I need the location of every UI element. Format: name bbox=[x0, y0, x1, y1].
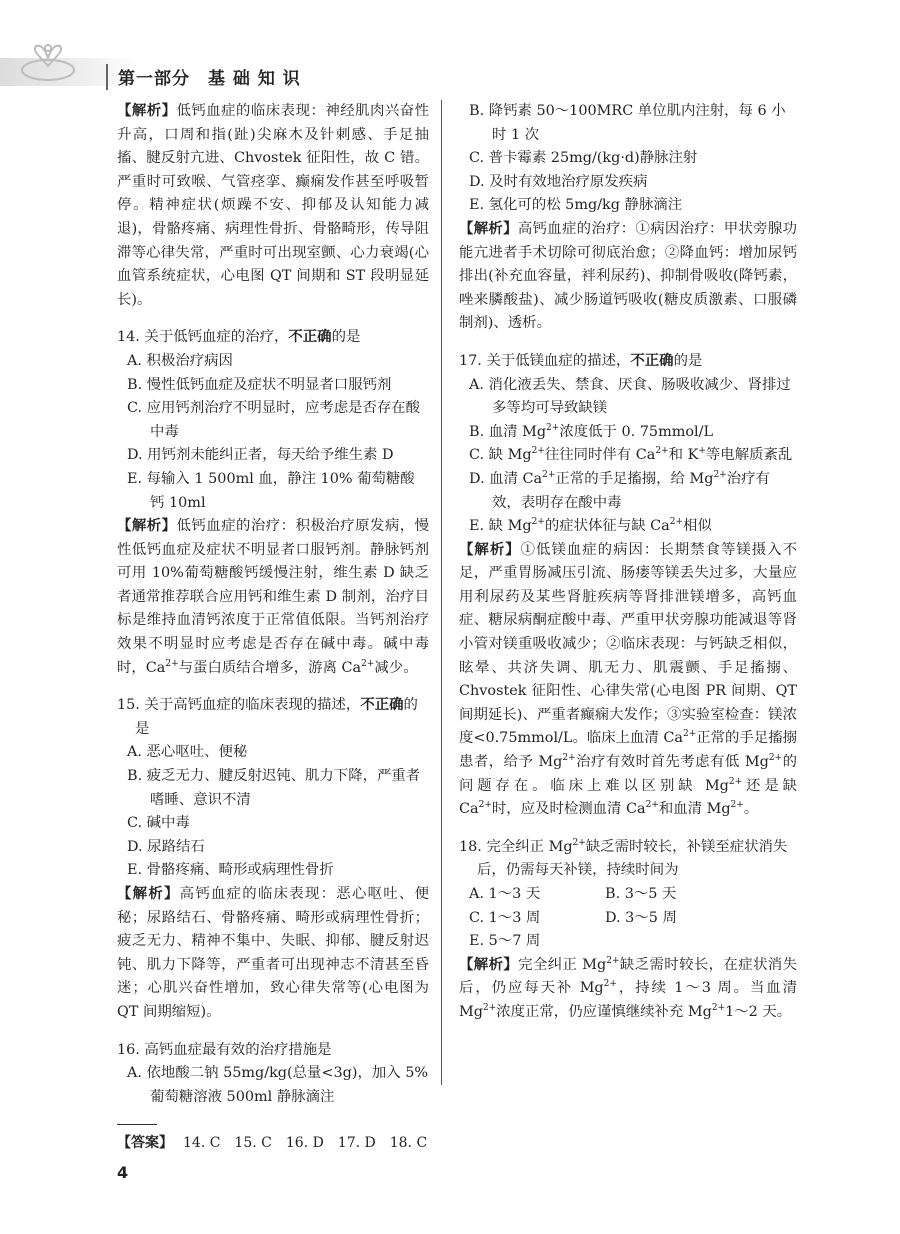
footnote-rule bbox=[117, 1124, 157, 1125]
q18-options-row-1 bbox=[469, 883, 797, 907]
analysis-15: 【解析】高钙血症的临床表现：恶心呕吐、便秘；尿路结石、骨骼疼痛、畸形或病理性骨折；疲乏无力、精神不集中、失眠、抑郁、腱反射迟钝、肌力下降等，严重者可出现神志不清甚至昏迷；心肌兴奋性增加，致心律失常等(心电图为 QT 间期缩短)。 bbox=[117, 886, 429, 1020]
q15-option-d: D. 尿路结石 bbox=[127, 838, 205, 855]
q16-option-a: A. 依地酸二钠 55mg/kg(总量<3g)，加入 5%葡萄糖溶液 500ml 静脉滴注 bbox=[127, 1065, 429, 1105]
q17-option-d: D. 血清 $Ca^{2+}$正常的手足搐搦，给 $Mg^{2+}$治疗有效，表明存在酸中毒 bbox=[469, 469, 770, 511]
q15-option-b: B. 疲乏无力、腱反射迟钝、肌力下降，严重者嗜睡、意识不清 bbox=[127, 768, 421, 808]
q16-option-b: B. 降钙素 50～100MRC 单位肌内注射，每 6 小时 1 次 bbox=[469, 103, 786, 143]
q18-options-row-2 bbox=[469, 907, 797, 931]
page-header bbox=[0, 0, 900, 100]
page-number: 4 bbox=[117, 1163, 129, 1182]
q17-option-a: A. 消化液丢失、禁食、厌食、肠吸收减少、肾排过多等均可导致缺镁 bbox=[469, 376, 791, 417]
analysis-18: 【解析】完全纠正 $Mg^{2+}$缺乏需时较长，在症状消失后，仍应每天补 $Mg^{2+}$，持续 1～3 周。当血清 $Mg^{2+}$浓度正常，仍应谨慎继续补充 $Mg^{2+}1\sim 2$ 天。 bbox=[459, 955, 797, 1020]
analysis-14: 【解析】低钙血症的治疗：积极治疗原发病，慢性低钙血症及症状不明显者口服钙剂。静脉钙剂可用 10%葡萄糖酸钙缓慢注射，维生素 D 缺乏者通常推荐联合应用钙和维生素 D 制剂，治疗目标是维持血清钙浓度于正常值低限。当钙剂治疗效果不明显时应考虑是否存在碱中毒。碱中毒时，$Ca^{2+}$与蛋白质结合增多，游离 $Ca^{2+}$减少。 bbox=[117, 518, 429, 676]
q17-option-b: B. 血清 $Mg^{2+}$浓度低于 0. 75mmol/L bbox=[469, 422, 714, 440]
q18-option-c: C. 1～3 周 bbox=[469, 909, 541, 926]
book-logo-icon bbox=[18, 40, 78, 84]
q15-option-e: E. 骨骼疼痛、畸形或病理性骨折 bbox=[127, 862, 334, 879]
q14-option-b: B. 慢性低钙血症及症状不明显者口服钙剂 bbox=[127, 376, 392, 393]
q18-option-a: A. 1～3 天 bbox=[469, 886, 541, 902]
analysis-17: 【解析】①低镁血症的病因：长期禁食等镁摄入不足，严重胃肠减压引流、肠瘘等镁丢失过多，大量应用利尿药及某些肾脏疾病等肾排泄镁增多，高钙血症、糖尿病酮症酸中毒、严重甲状旁腺功能减退等肾小管对镁重吸收减少；②临床表现：与钙缺乏相似，眩晕、共济失调、肌无力、肌震颤、手足搐搦、Chvostek 征阳性、心律失常(心电图 PR 间期、QT 间期延长)、严重者癫痫大发作；③实验室检查：镁浓度<0.75mmol/L。临床上血清 $Ca^{2+}$正常的手足搐搦患者，给予 $Mg^{2+}$治疗有效时首先考虑有低 $Mg^{2+}$的问题存在。临床上难以区别缺 $Mg^{2+}$还是缺 $Ca^{2+}$时，应及时检测血清 $Ca^{2+}$和血清 $Mg^{2+}$。 bbox=[459, 541, 797, 818]
question-18: 18. 完全纠正 $Mg^{2+}$缺乏需时较长，补镁至症状消失后，仍需每天补镁，持续时间为 bbox=[459, 837, 788, 879]
q18-option-b: B. 3～5 天 bbox=[605, 886, 677, 902]
analysis-13: 【解析】低钙血症的临床表现：神经肌肉兴奋性升高，口周和指(趾)尖麻木及针刺感、手足抽搐、腱反射亢进、Chvostek 征阳性，故 C 错。严重时可致喉、气管痉挛、癫痫发作甚至呼吸暂停。精神症状(烦躁不安、抑郁及认知能力减退)，骨骼疼痛、病理性骨折、骨骼畸形，传导阻滞等心律失常，严重时可出现室颤、心力衰竭(心血管系统症状，心电图 QT 间期和 ST 段明显延长)。 bbox=[117, 103, 429, 308]
q15-option-a: A. 恶心呕吐、便秘 bbox=[127, 744, 248, 761]
q17-option-e: E. 缺 $Mg^{2+}$的症状体征与缺 $Ca^{2+}$相似 bbox=[469, 517, 712, 535]
q16-option-e: E. 氢化可的松 5mg/kg 静脉滴注 bbox=[469, 197, 683, 214]
q18-options-row-3 bbox=[469, 930, 797, 954]
q17-option-c: C. 缺 $Mg^{2+}$往往同时伴有 $Ca^{2+}$和 K+等电解质紊乱 bbox=[469, 446, 793, 464]
q15-option-c: C. 碱中毒 bbox=[127, 815, 190, 832]
question-14: 14. 关于低钙血症的治疗，不正确的是 bbox=[117, 329, 361, 346]
left-column bbox=[117, 100, 429, 1109]
analysis-16: 【解析】高钙血症的治疗：①病因治疗：甲状旁腺功能亢进者手术切除可彻底治愈；②降血钙：增加尿钙排出(补充血容量，袢利尿药)、抑制骨吸收(降钙素，唑来膦酸盐)、减少肠道钙吸收(糖皮质激素、口服磷制剂)、透析。 bbox=[459, 220, 797, 332]
q16-option-c: C. 普卡霉素 25mg/(kg·d)静脉注射 bbox=[469, 150, 698, 167]
column-divider bbox=[441, 100, 442, 1085]
section-title: 第一部分 基 础 知 识 bbox=[118, 69, 301, 89]
q14-option-a: A. 积极治疗病因 bbox=[127, 352, 233, 369]
header-rule bbox=[106, 64, 108, 90]
question-17: 17. 关于低镁血症的描述，不正确的是 bbox=[459, 352, 703, 369]
answer-key: 【答案】 14. C 15. C 16. D 17. D 18. C bbox=[117, 1135, 428, 1151]
right-column bbox=[459, 100, 797, 1025]
q14-option-e: E. 每输入 1 500ml 血，静注 10% 葡萄糖酸钙 10ml bbox=[127, 470, 415, 511]
q16-option-d: D. 及时有效地治疗原发疾病 bbox=[469, 173, 648, 190]
question-15: 15. 关于高钙血症的临床表现的描述，不正确的是 bbox=[117, 697, 418, 737]
question-16: 16. 高钙血症最有效的治疗措施是 bbox=[117, 1041, 332, 1058]
q14-option-c: C. 应用钙剂治疗不明显时，应考虑是否存在酸中毒 bbox=[127, 400, 421, 440]
q18-option-d: D. 3～5 周 bbox=[605, 909, 677, 926]
q18-option-e: E. 5～7 周 bbox=[469, 933, 541, 950]
q14-option-d: D. 用钙剂未能纠正者，每天给予维生素 D bbox=[127, 447, 394, 464]
